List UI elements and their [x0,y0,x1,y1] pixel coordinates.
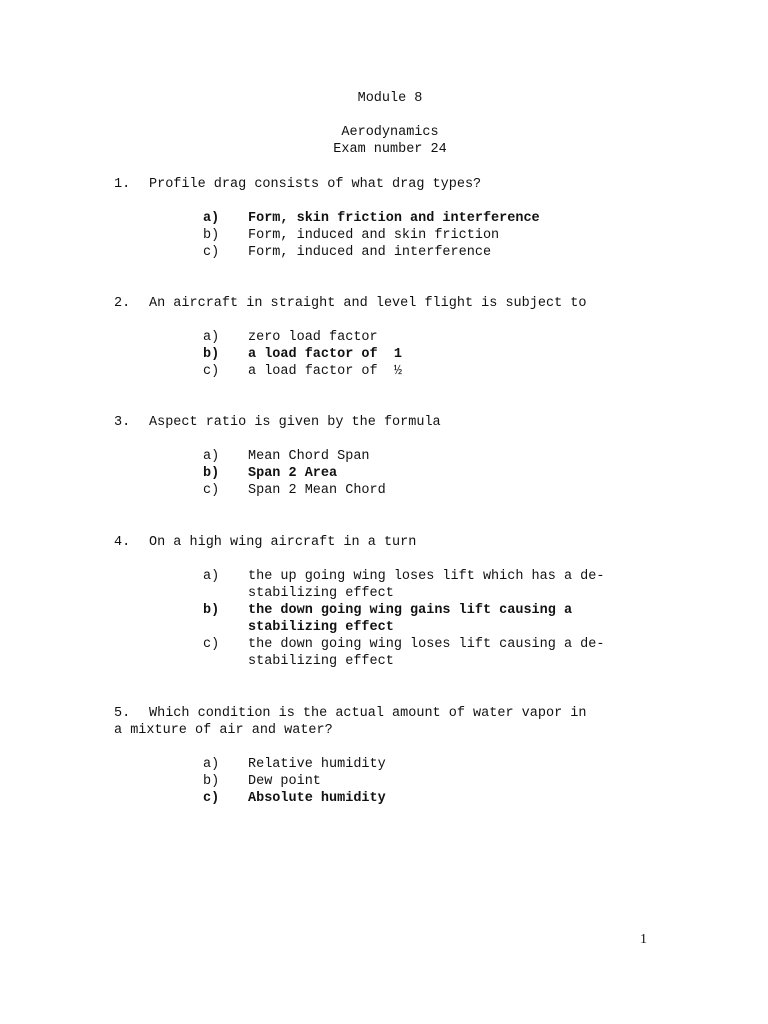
q4-option-c-text-line-2: stabilizing effect [248,654,394,669]
question-2-text: An aircraft in straight and level flight is subject to [149,296,587,311]
question-5-text-line-1: Which condition is the actual amount of water vapor in [149,706,587,721]
q5-option-b-text: Dew point [248,774,321,789]
q4-option-a-text-line-1: the up going wing loses lift which has a de- [248,569,605,584]
q1-option-c-letter: c) [203,245,220,260]
q1-option-b-letter: b) [203,228,220,243]
q2-option-c-letter: c) [203,364,220,379]
q5-option-c-text: Absolute humidity [248,791,386,806]
q4-option-a-letter: a) [203,569,220,584]
q4-option-b-text-line-1: the down going wing gains lift causing a [248,603,573,618]
q5-option-a-letter: a) [203,757,220,772]
question-1-number: 1. [114,177,131,192]
q3-option-c-letter: c) [203,483,220,498]
q3-option-c-text: Span 2 Mean Chord [248,483,386,498]
question-3-number: 3. [114,415,131,430]
question-2-number: 2. [114,296,131,311]
q4-option-b-letter: b) [203,603,220,618]
q1-option-c-text: Form, induced and interference [248,245,492,260]
q2-option-a-letter: a) [203,330,220,345]
q1-option-a-text: Form, skin friction and interference [248,211,540,226]
q3-option-b-letter: b) [203,466,220,481]
q5-option-c-letter: c) [203,791,220,806]
exam-title: Exam number 24 [333,142,447,157]
question-3-text: Aspect ratio is given by the formula [149,415,441,430]
q4-option-c-text-line-1: the down going wing loses lift causing a de- [248,637,605,652]
page-number: 1 [640,932,647,947]
q3-option-a-text: Mean Chord Span [248,449,370,464]
q5-option-a-text: Relative humidity [248,757,386,772]
q4-option-b-text-line-2: stabilizing effect [248,620,394,635]
q3-option-a-letter: a) [203,449,220,464]
module-title: Module 8 [357,91,423,106]
q3-option-b-text: Span 2 Area [248,466,338,481]
q2-option-c-text: a load factor of ½ [248,364,402,379]
question-5-number: 5. [114,706,131,721]
q2-option-b-letter: b) [203,347,220,362]
question-5-text-line-2: a mixture of air and water? [114,723,333,738]
q2-option-b-text: a load factor of 1 [248,347,402,362]
subject-title: Aerodynamics [341,125,439,140]
question-4-text: On a high wing aircraft in a turn [149,535,417,550]
question-1-text: Profile drag consists of what drag types? [149,177,482,192]
q2-option-a-text: zero load factor [248,330,378,345]
q1-option-a-letter: a) [203,211,220,226]
q4-option-c-letter: c) [203,637,220,652]
q4-option-a-text-line-2: stabilizing effect [248,586,394,601]
q5-option-b-letter: b) [203,774,220,789]
q1-option-b-text: Form, induced and skin friction [248,228,500,243]
question-4-number: 4. [114,535,131,550]
